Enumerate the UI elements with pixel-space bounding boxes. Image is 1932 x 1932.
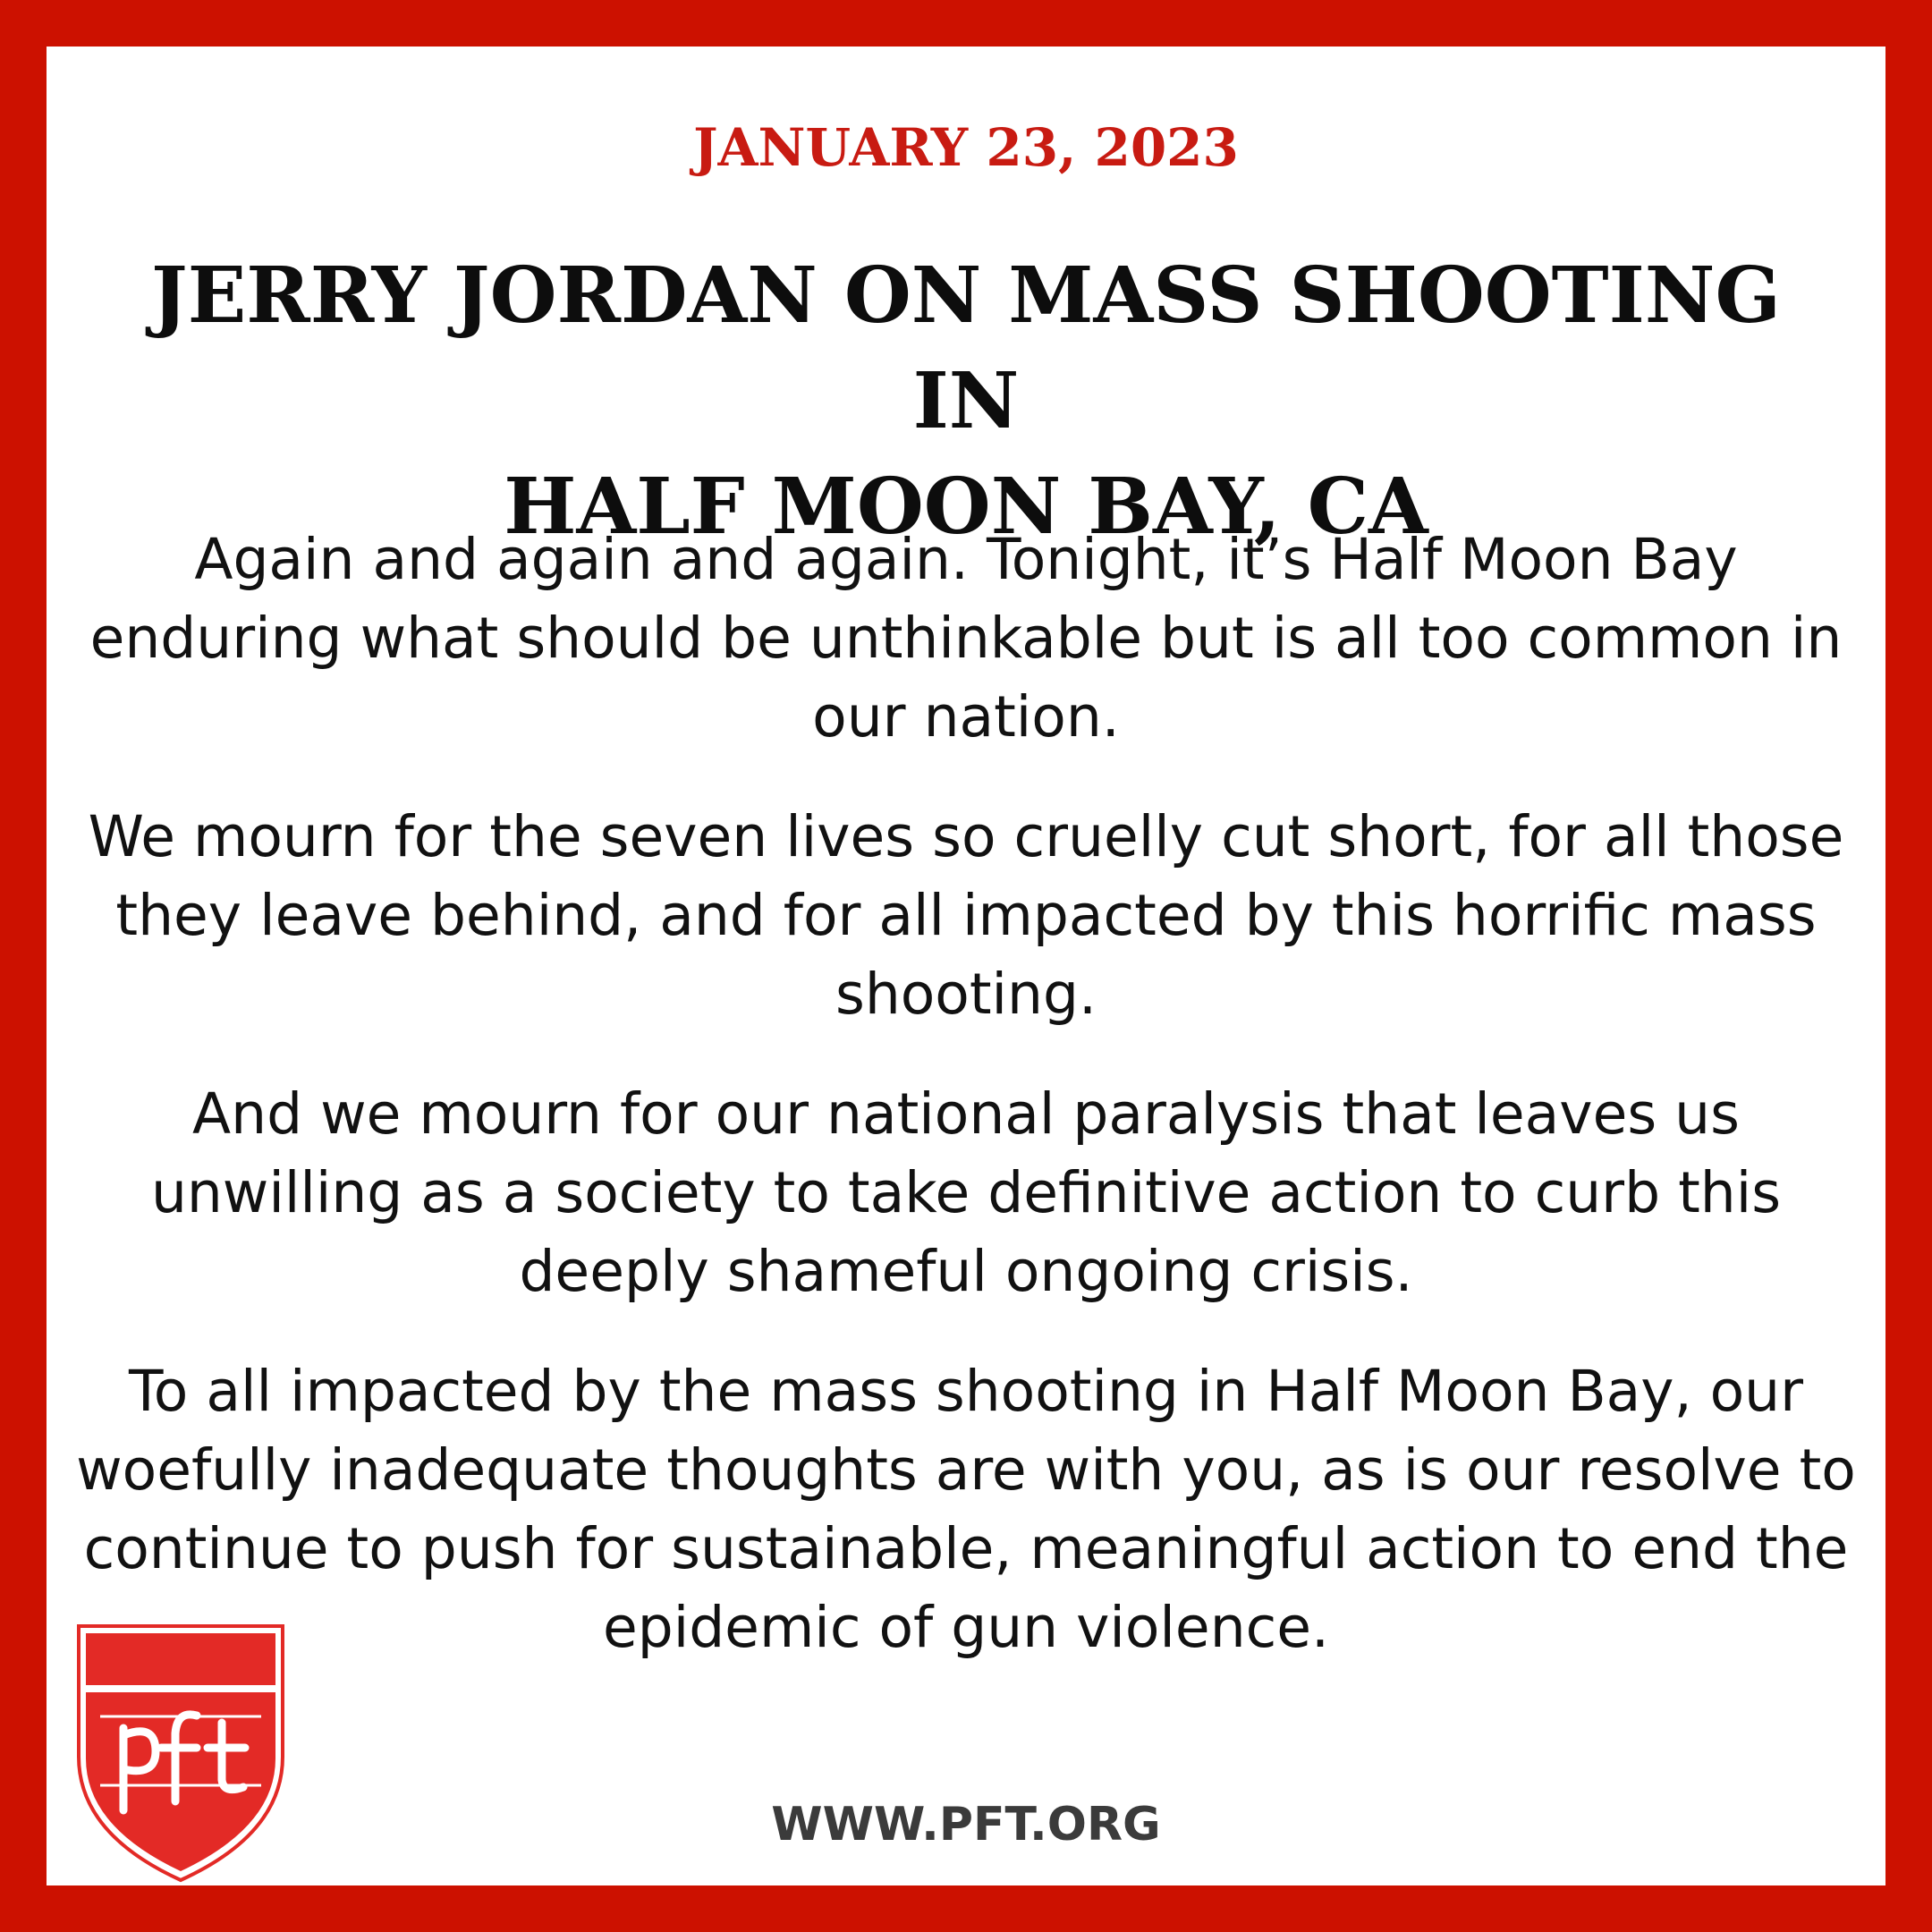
- headline-line-1: JERRY JORDAN ON MASS SHOOTING IN: [151, 250, 1781, 446]
- paragraph-4: To all impacted by the mass shooting in Half Moon Bay, our woefully inadequate thoughts are with you, as is our resolve to continue to push for sustainable, meaningful action to end the epidemic of gun violence.: [76, 1359, 1856, 1660]
- statement-body: [73, 521, 1859, 1708]
- statement-panel: [47, 47, 1885, 1885]
- paragraph-3: And we mourn for our national paralysis that leaves us unwilling as a society to take definitive action to curb this deeply shameful ongoing crisis.: [150, 1081, 1782, 1304]
- headline-line-2: HALF MOON BAY, CA: [504, 462, 1428, 552]
- website-link[interactable]: WWW.PFT.ORG: [771, 1798, 1161, 1852]
- paragraph-1: Again and again and again. Tonight, it’s Half Moon Bay enduring what should be unthinkable but is all too common in our nation.: [89, 527, 1843, 750]
- headline: [100, 243, 1832, 560]
- date-label: JANUARY 23, 2023: [693, 117, 1239, 178]
- paragraph-2: We mourn for the seven lives so cruelly cut short, for all those they leave behind, and for all impacted by this horrific mass shooting.: [88, 804, 1844, 1027]
